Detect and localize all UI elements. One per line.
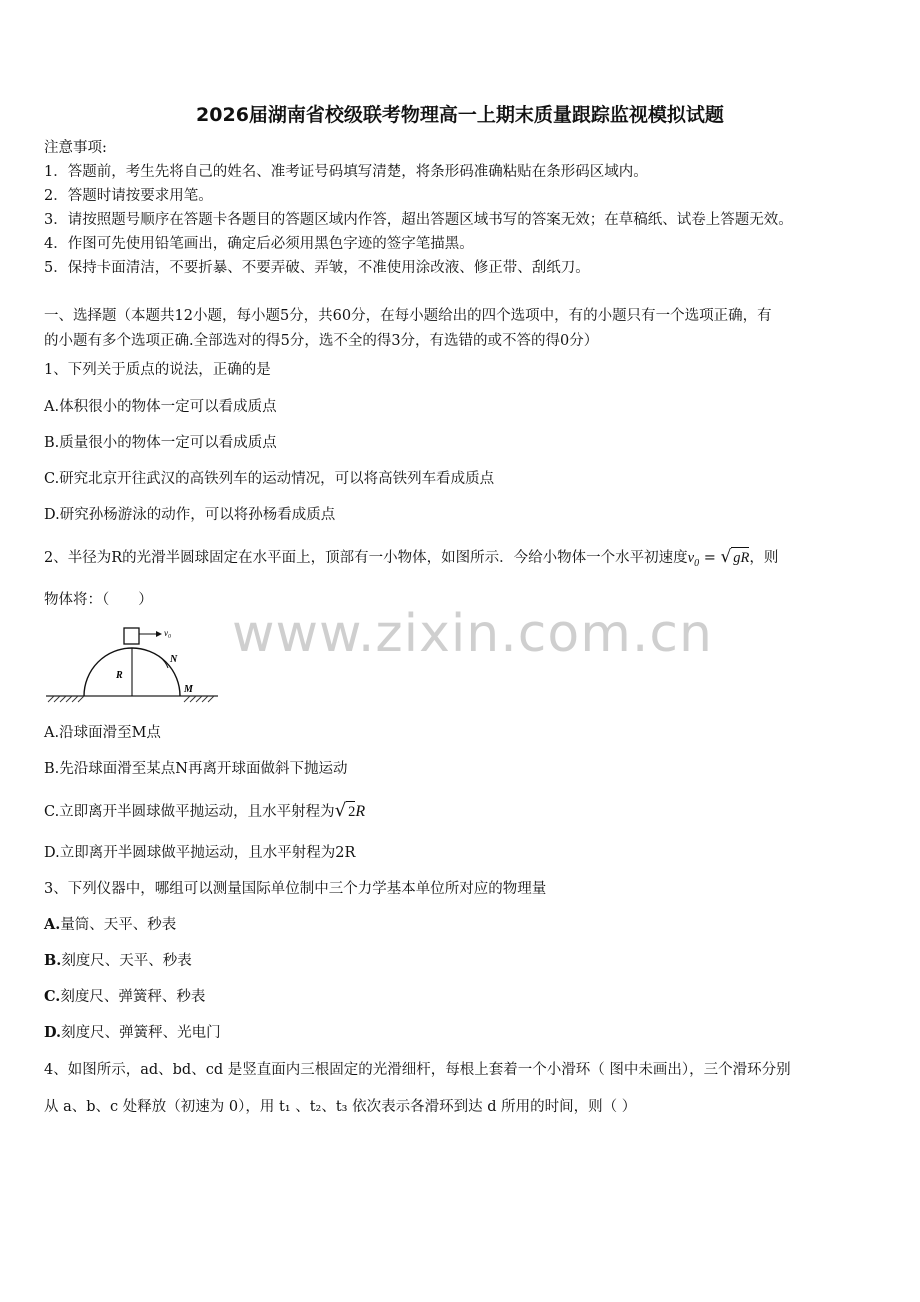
- section-heading-line-2: 的小题有多个选项正确.全部选对的得5分，选不全的得3分，有选错的或不答的得0分）: [44, 333, 599, 349]
- question-3-option-d: D.刻度尺、弹簧秤、光电门: [44, 1024, 221, 1041]
- notice-header: 注意事项:: [44, 140, 107, 156]
- question-1-option-a: A.体积很小的物体一定可以看成质点: [44, 399, 277, 415]
- question-2-stem-cont: 物体将：（ ）: [44, 592, 153, 608]
- watermark: www.zixin.com.cn: [232, 604, 713, 664]
- sqrt-gR: gR: [731, 547, 749, 568]
- notice-item-2: 2．答题时请按要求用笔。: [44, 188, 213, 204]
- equals-sign: =: [703, 550, 716, 566]
- question-3-option-b: B.刻度尺、天平、秒表: [44, 952, 192, 969]
- r-label: R: [116, 670, 123, 681]
- question-3-option-a: A.量筒、天平、秒表: [44, 916, 177, 933]
- question-1-option-c: C.研究北京开往武汉的高铁列车的运动情况，可以将高铁列车看成质点: [44, 471, 495, 487]
- velocity-symbol: $v_0$: [687, 550, 700, 569]
- question-2-option-d: D.立即离开半圆球做平抛运动，且水平射程为2R: [44, 845, 356, 861]
- question-2-stem: 2、半径为R的光滑半圆球固定在水平面上，顶部有一小物体，如图所示．今给小物体一个水平初速度$v_0$ = √ gR，则: [44, 547, 779, 569]
- question-2-option-a: A.沿球面滑至M点: [44, 725, 161, 741]
- section-heading-line-1: 一、选择题（本题共12小题，每小题5分，共60分，在每小题给出的四个选项中，有的小题只有一个选项正确，有: [44, 308, 772, 324]
- notice-item-4: 4．作图可先使用铅笔画出，确定后必须用黑色字迹的签字笔描黑。: [44, 236, 474, 252]
- page-title: 2026届湖南省校级联考物理高一上期末质量跟踪监视模拟试题: [196, 104, 724, 126]
- question-1-option-d: D.研究孙杨游泳的动作，可以将孙杨看成质点: [44, 507, 336, 523]
- question-4-line-2: 从 a、b、c 处释放（初速为 0），用 t₁ 、t₂、t₃ 依次表示各滑环到达 d 所用的时间，则（ ）: [44, 1099, 637, 1115]
- question-2-option-c: C.立即离开半圆球做平抛运动，且水平射程为√ 2R: [44, 800, 366, 821]
- hemisphere-figure: [44, 620, 224, 710]
- question-3-option-c: C.刻度尺、弹簧秤、秒表: [44, 988, 206, 1005]
- block: [124, 628, 139, 644]
- sqrt-2: 2: [346, 801, 355, 822]
- notice-item-1: 1．答题前，考生先将自己的姓名、准考证号码填写清楚，将条形码准确粘贴在条形码区域内。: [44, 164, 648, 180]
- question-4-line-1: 4、如图所示，ad、bd、cd 是竖直面内三根固定的光滑细杆，每根上套着一个小滑环（ 图中未画出），三个滑环分别: [44, 1062, 791, 1078]
- question-2-stem-text: 2、半径为R的光滑半圆球固定在水平面上，顶部有一小物体，如图所示．今给小物体一个水平初速度: [44, 550, 688, 566]
- question-3-stem: 3、下列仪器中，哪组可以测量国际单位制中三个力学基本单位所对应的物理量: [44, 881, 547, 897]
- question-1-option-b: B.质量很小的物体一定可以看成质点: [44, 435, 277, 451]
- question-1-stem: 1、下列关于质点的说法，正确的是: [44, 362, 271, 378]
- question-2-stem-end: ，则: [749, 550, 779, 566]
- notice-item-5: 5．保持卡面清洁，不要折暴、不要弄破、弄皱，不准使用涂改液、修正带、刮纸刀。: [44, 260, 590, 276]
- n-label: N: [170, 654, 178, 665]
- notice-item-3: 3．请按照题号顺序在答题卡各题目的答题区域内作答，超出答题区域书写的答案无效；在草稿纸、试卷上答题无效。: [44, 212, 793, 228]
- m-label: M: [184, 684, 193, 695]
- question-2-option-b: B.先沿球面滑至某点N再离开球面做斜下抛运动: [44, 761, 348, 777]
- v0-label: v₀: [164, 628, 172, 638]
